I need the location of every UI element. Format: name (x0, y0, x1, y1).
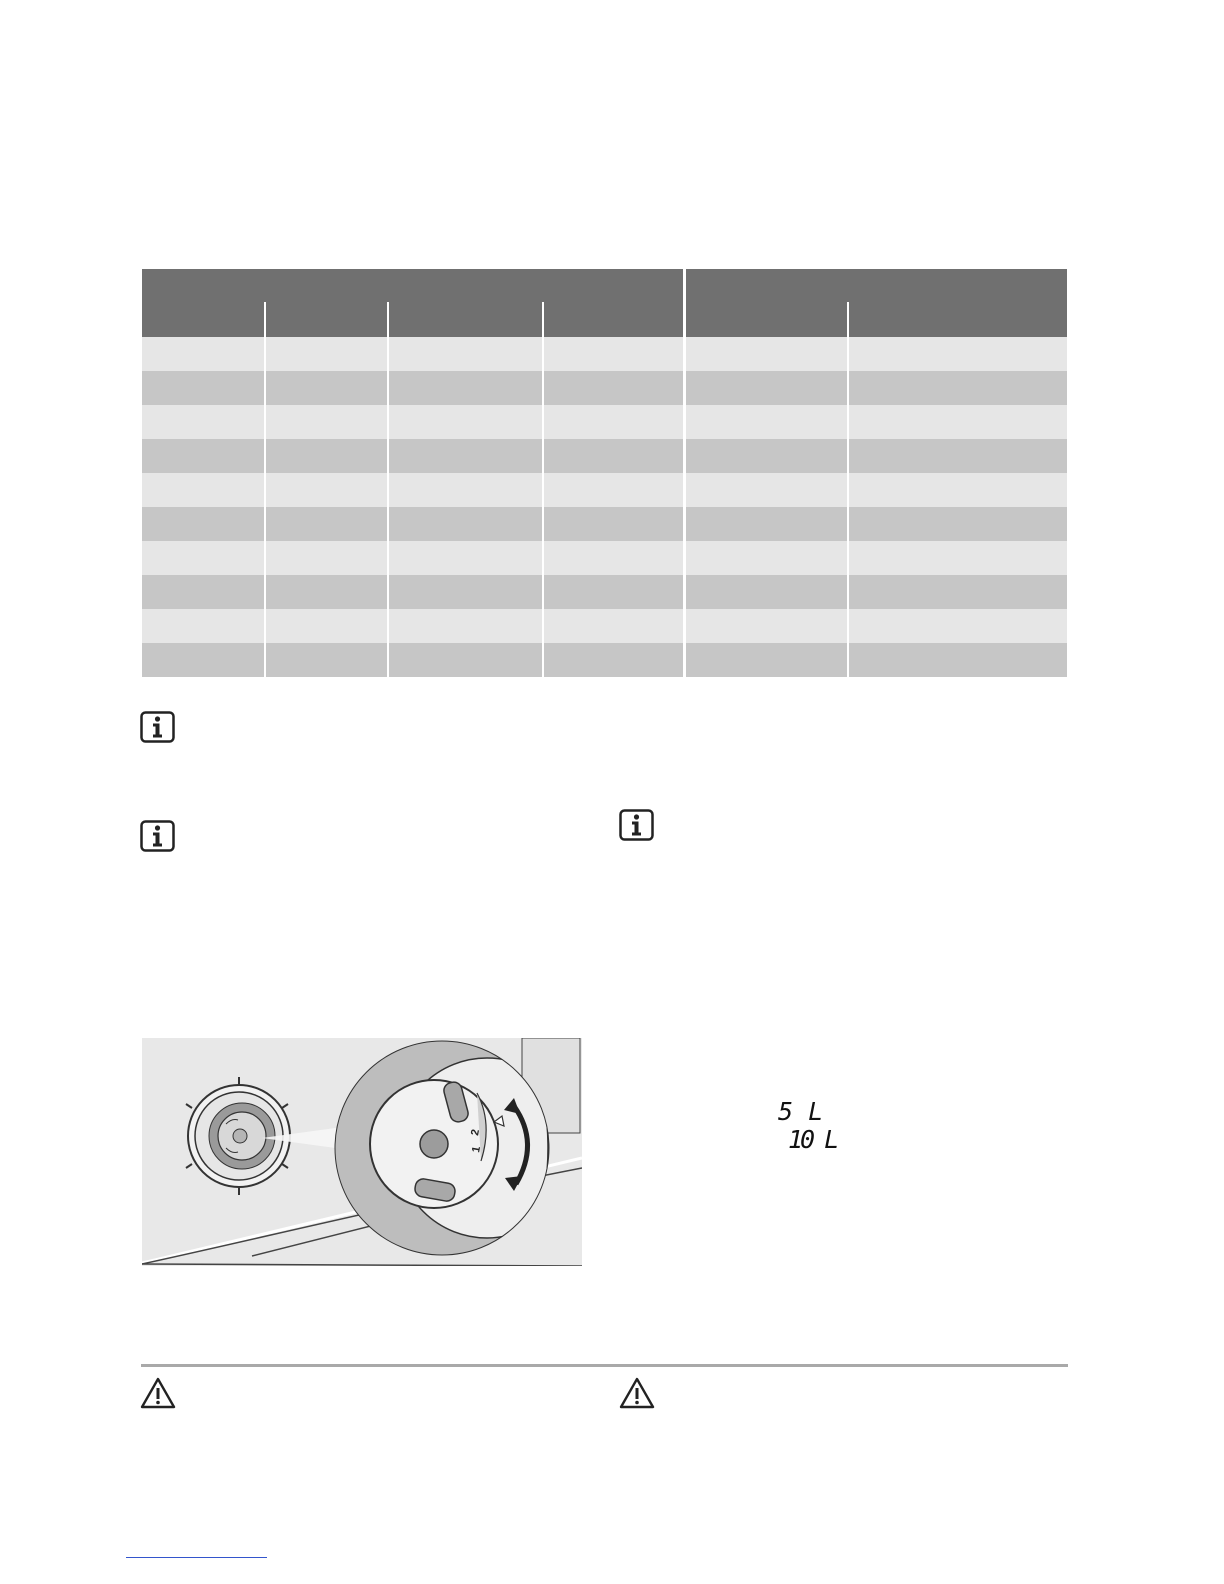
warning-icon (619, 1377, 655, 1409)
info-icon (140, 711, 175, 743)
water-softener-dial-illustration (142, 1038, 582, 1266)
footer-link-underline[interactable] (126, 1557, 267, 1558)
header-divider (847, 302, 849, 337)
column-divider (542, 337, 544, 677)
header-group-divider (683, 269, 686, 337)
warning-icon (140, 1377, 176, 1409)
table-row (142, 439, 1067, 473)
header-divider (264, 302, 266, 337)
table-row (142, 405, 1067, 439)
table-header (142, 269, 1067, 337)
table-row (142, 541, 1067, 575)
column-divider (264, 337, 266, 677)
column-divider (683, 337, 686, 677)
table-row (142, 507, 1067, 541)
table-row (142, 643, 1067, 677)
dial-number-2: 2 (469, 1128, 483, 1137)
section-divider (141, 1364, 1068, 1367)
header-divider (387, 302, 389, 337)
table-row (142, 473, 1067, 507)
display-line-2: 10 L (788, 1125, 837, 1154)
info-icon (619, 809, 654, 841)
display-readout (776, 1096, 846, 1156)
table-row (142, 371, 1067, 405)
display-line-1: 5 L (778, 1097, 824, 1126)
table-row (142, 575, 1067, 609)
info-icon (140, 820, 175, 852)
dial-number-1: 1 (470, 1145, 484, 1154)
column-divider (847, 337, 849, 677)
table-row (142, 609, 1067, 643)
column-divider (387, 337, 389, 677)
header-divider (542, 302, 544, 337)
table-row (142, 337, 1067, 371)
water-hardness-table (142, 269, 1067, 677)
